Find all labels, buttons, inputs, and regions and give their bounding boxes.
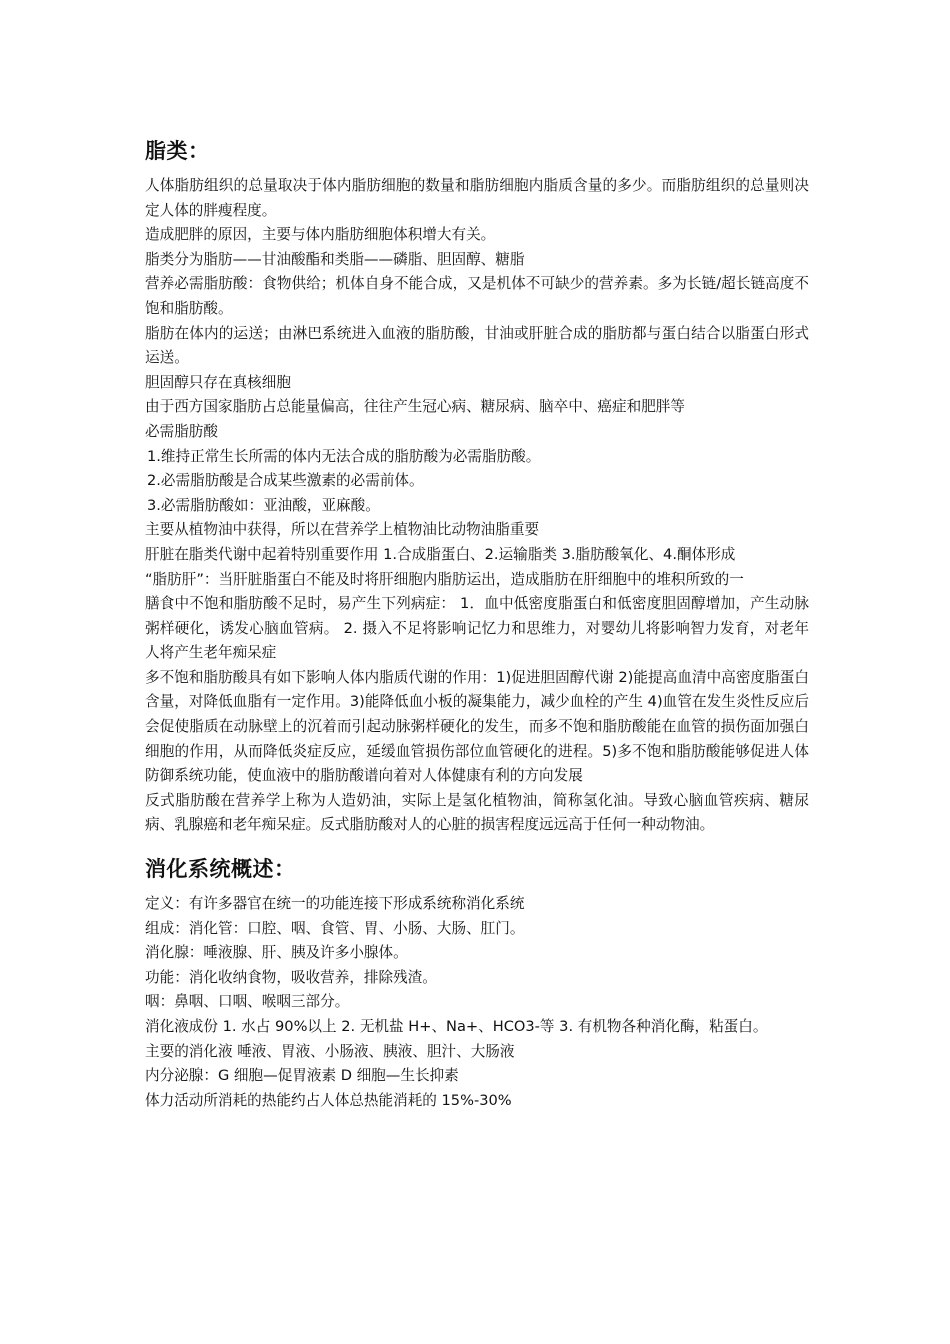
paragraph: 人体脂肪组织的总量取决于体内脂肪细胞的数量和脂肪细胞内脂质含量的多少。而脂肪组织的总量则决定人体的胖瘦程度。 — [145, 177, 809, 219]
paragraph: 消化腺：唾液腺、肝、胰及许多小腺体。 — [145, 944, 408, 962]
paragraph: 脂肪在体内的运送；由淋巴系统进入血液的脂肪酸，甘油或肝脏合成的脂肪都与蛋白结合以脂蛋白形式运送。 — [145, 324, 809, 367]
paragraph: 脂类分为脂肪——甘油酸酯和类脂——磷脂、胆固醇、糖脂 — [145, 250, 525, 268]
paragraph: 定义：有许多器官在统一的功能连接下形成系统称消化系统 — [145, 895, 525, 913]
section-title-digestive-system: 消化系统概述： — [145, 857, 296, 882]
paragraph: 膳食中不饱和脂肪酸不足时，易产生下列病症： 1．血中低密度脂蛋白和低密度胆固醇增加，产生动脉粥样硬化，诱发心脑血管病。 2. 摄入不足将影响记忆力和思维力，对婴幼儿将影响智力发育，对老年人将产生老年痴呆症 — [145, 595, 809, 662]
section-title-lipids: 脂类： — [145, 139, 210, 163]
section-body-digestive-system — [145, 892, 809, 1113]
section-body-lipids — [145, 174, 809, 838]
list-item: 3.必需脂肪酸如：亚油酸，亚麻酸。 — [147, 496, 380, 514]
list-item: 1.维持正常生长所需的体内无法合成的脂肪酸为必需脂肪酸。 — [147, 447, 541, 465]
paragraph: 组成：消化管：口腔、咽、食管、胃、小肠、大肠、肛门。 — [145, 919, 525, 937]
paragraph: 体力活动所消耗的热能约占人体总热能消耗的 15%-30% — [145, 1091, 512, 1109]
paragraph: 主要的消化液 唾液、胃液、小肠液、胰液、胆汁、大肠液 — [145, 1042, 515, 1060]
paragraph: 主要从植物油中获得，所以在营养学上植物油比动物油脂重要 — [145, 521, 540, 539]
document-page — [145, 128, 809, 1113]
paragraph: 咽：鼻咽、口咽、喉咽三部分。 — [145, 993, 350, 1011]
list-item: 2.必需脂肪酸是合成某些激素的必需前体。 — [147, 472, 424, 490]
paragraph: 营养必需脂肪酸：食物供给；机体自身不能合成，又是机体不可缺少的营养素。多为长链/超长链高度不饱和脂肪酸。 — [145, 275, 809, 317]
paragraph: 必需脂肪酸 — [145, 422, 218, 440]
paragraph: 由于西方国家脂肪占总能量偏高，往往产生冠心病、糖尿病、脑卒中、癌症和肥胖等 — [145, 398, 685, 416]
paragraph: 反式脂肪酸在营养学上称为人造奶油，实际上是氢化植物油，简称氢化油。导致心脑血管疾病、糖尿病、乳腺癌和老年痴呆症。反式脂肪酸对人的心脏的损害程度远远高于任何一种动物油。 — [145, 791, 809, 834]
paragraph: 肝脏在脂类代谢中起着特别重要作用 1.合成脂蛋白、2.运输脂类 3.脂肪酸氧化、4.酮体形成 — [145, 545, 736, 563]
paragraph: 内分泌腺：G 细胞—促胃液素 D 细胞—生长抑素 — [145, 1067, 459, 1085]
paragraph: 消化液成份 1. 水占 90%以上 2. 无机盐 H+、Na+、HCO3-等 3. 有机物各种消化酶，粘蛋白。 — [145, 1018, 768, 1035]
paragraph: 胆固醇只存在真核细胞 — [145, 373, 291, 391]
paragraph: 多不饱和脂肪酸具有如下影响人体内脂质代谢的作用：1)促进胆固醇代谢 2)能提高血清中高密度脂蛋白含量，对降低血脂有一定作用。3)能降低血小板的凝集能力，减少血栓的产生 4)血管在发生炎性反应后会促使脂质在动脉壁上的沉着而引起动脉粥样硬化的发生，而多不饱和脂肪酸能在血管的损伤面加强白细胞的作用，从而降低炎症反应，延缓血管损伤部位血管硬化的进程。5)多不饱和脂肪酸能够促进人体防御系统功能，使血液中的脂肪酸谱向着对人体健康有利的方向发展 — [145, 668, 809, 785]
paragraph: “脂肪肝”：当肝脏脂蛋白不能及时将肝细胞内脂肪运出，造成脂肪在肝细胞中的堆积所致的一 — [145, 570, 744, 588]
paragraph: 功能：消化收纳食物，吸收营养，排除残渣。 — [145, 968, 437, 986]
paragraph: 造成肥胖的原因，主要与体内脂肪细胞体积增大有关。 — [145, 226, 496, 244]
